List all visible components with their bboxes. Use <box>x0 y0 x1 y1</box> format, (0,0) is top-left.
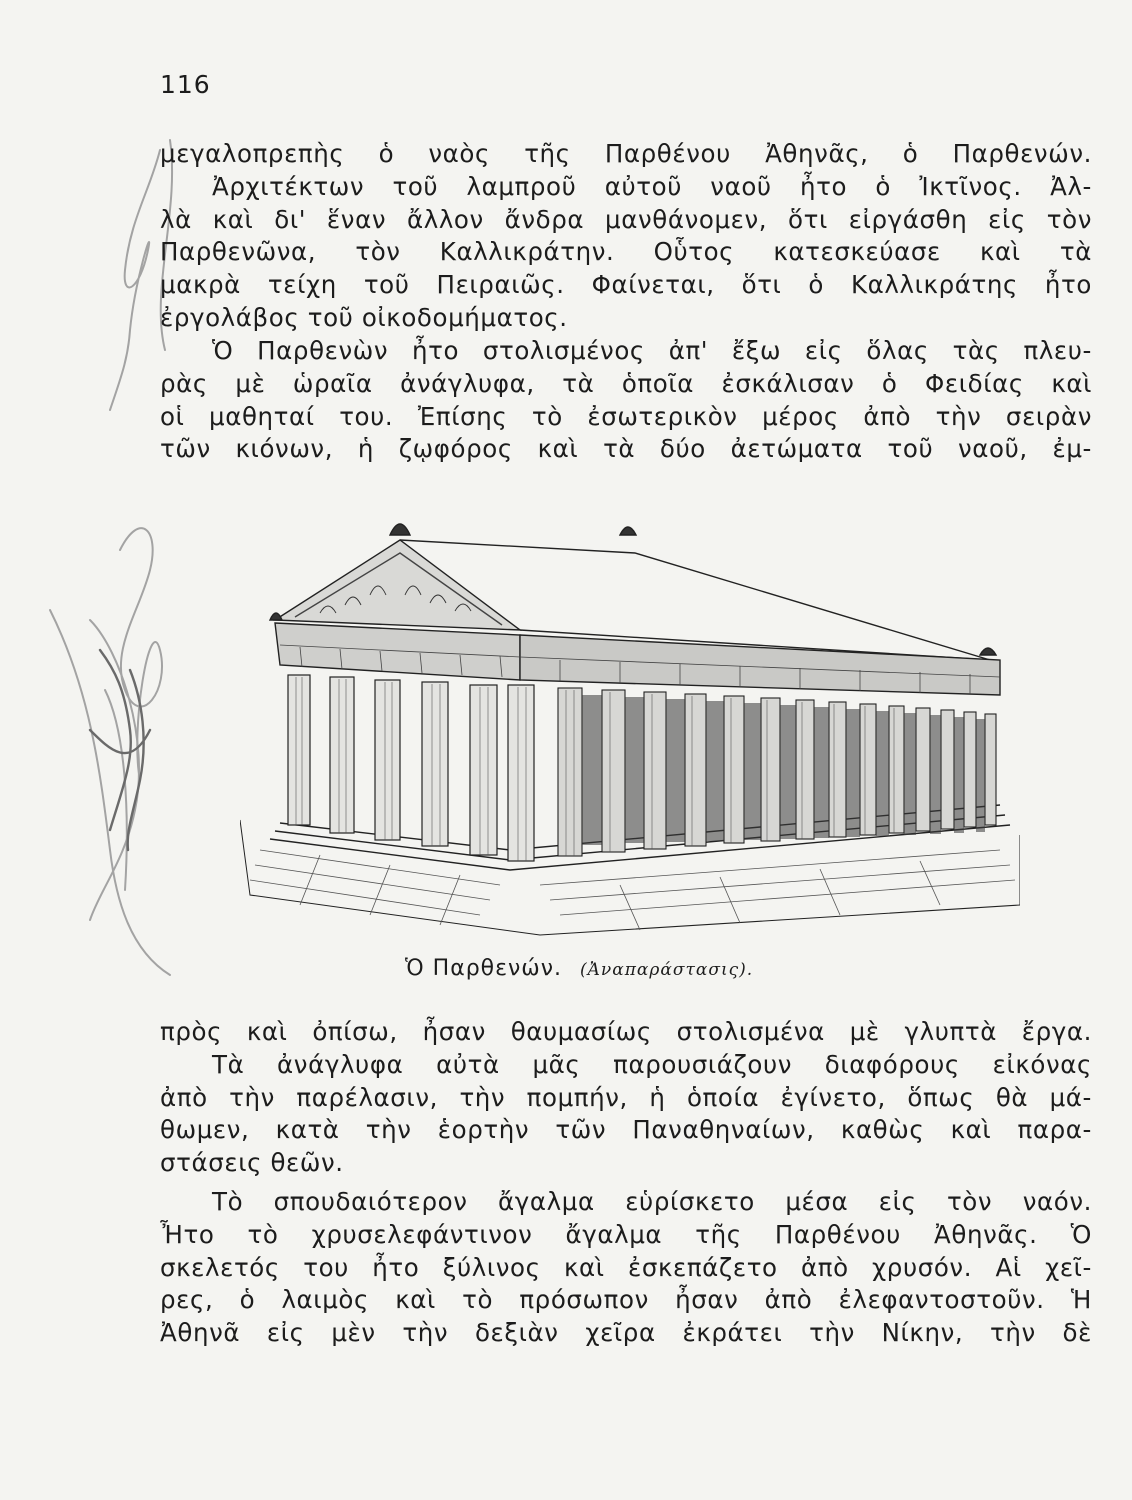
parthenon-illustration <box>240 505 1020 945</box>
text-line: μακρὰ τείχη τοῦ Πειραιῶς. Φαίνεται, ὅτι ὁ Καλλικράτης ἦτο <box>160 270 1092 300</box>
text-line: τῶν κιόνων, ἡ ζῳφόρος καὶ τὰ δύο ἀετώματα τοῦ ναοῦ, ἐμ- <box>160 434 1092 464</box>
paragraph-3 <box>160 1016 1092 1180</box>
text-line: Ἀθηνᾶ εἰς μὲν τὴν δεξιὰν χεῖρα ἐκράτει τὴν Νίκην, τὴν δὲ <box>160 1318 1092 1348</box>
text-line: Τὰ ἀνάγλυφα αὐτὰ μᾶς παρουσιάζουν διαφόρους εἰκόνας <box>212 1049 1092 1079</box>
text-line: ἀπὸ τὴν παρέλασιν, τὴν πομπήν, ἡ ὁποία ἐγίνετο, ὅπως θὰ μά- <box>160 1082 1092 1112</box>
paragraph-2 <box>160 335 1092 466</box>
text-line: πρὸς καὶ ὀπίσω, ἦσαν θαυμασίως στολισμένα μὲ γλυπτὰ ἔργα. <box>160 1017 1092 1046</box>
paragraph-4 <box>160 1186 1092 1350</box>
text-line: σκελετός του ἦτο ξύλινος καὶ ἐσκεπάζετο ἀπὸ χρυσόν. Αἱ χεῖ- <box>160 1252 1092 1282</box>
text-line: ρὰς μὲ ὡραῖα ἀνάγλυφα, τὰ ὁποῖα ἐσκάλισαν ὁ Φειδίας καὶ <box>160 368 1092 398</box>
text-line: Ὁ Παρθενὼν ἦτο στολισμένος ἀπ' ἔξω εἰς ὅλας τὰς πλευ- <box>212 336 1092 365</box>
caption-title: Ὁ Παρθενών. <box>405 956 563 981</box>
text-line: ρες, ὁ λαιμὸς καὶ τὸ πρόσωπον ἦσαν ἀπὸ ἐλεφαντοστοῦν. Ἡ <box>160 1285 1092 1315</box>
caption-subtitle: (Ἀναπαράστασις). <box>580 960 754 980</box>
page-number: 116 <box>160 70 211 99</box>
figure-caption <box>405 956 753 981</box>
paragraph-1 <box>160 138 1092 335</box>
text-line: λὰ καὶ δι' ἕναν ἄλλον ἄνδρα μανθάνομεν, ὅτι εἰργάσθη εἰς τὸν <box>160 204 1092 234</box>
text-line: ἐργολάβος τοῦ οἰκοδομήματος. <box>160 302 568 332</box>
text-line: θωμεν, κατὰ τὴν ἑορτὴν τῶν Παναθηναίων, καθὼς καὶ παρα- <box>160 1115 1092 1145</box>
text-line: Τὸ σπουδαιότερον ἄγαλμα εὑρίσκετο μέσα εἰς τὸν ναόν. <box>212 1187 1092 1216</box>
text-line: Ἦτο τὸ χρυσελεφάντινον ἄγαλμα τῆς Παρθένου Ἀθηνᾶς. Ὁ <box>160 1219 1092 1249</box>
text-line: Ἀρχιτέκτων τοῦ λαμπροῦ αὐτοῦ ναοῦ ἦτο ὁ Ἰκτῖνος. Ἀλ- <box>212 171 1092 201</box>
text-line: μεγαλοπρεπὴς ὁ ναὸς τῆς Παρθένου Ἀθηνᾶς, ὁ Παρθενών. <box>160 139 1092 168</box>
text-line: οἱ μαθηταί του. Ἐπίσης τὸ ἐσωτερικὸν μέρος ἀπὸ τὴν σειρὰν <box>160 401 1092 431</box>
text-line: Παρθενῶνα, τὸν Καλλικράτην. Οὗτος κατεσκεύασε καὶ τὰ <box>160 237 1092 267</box>
text-line: στάσεις θεῶν. <box>160 1148 344 1178</box>
